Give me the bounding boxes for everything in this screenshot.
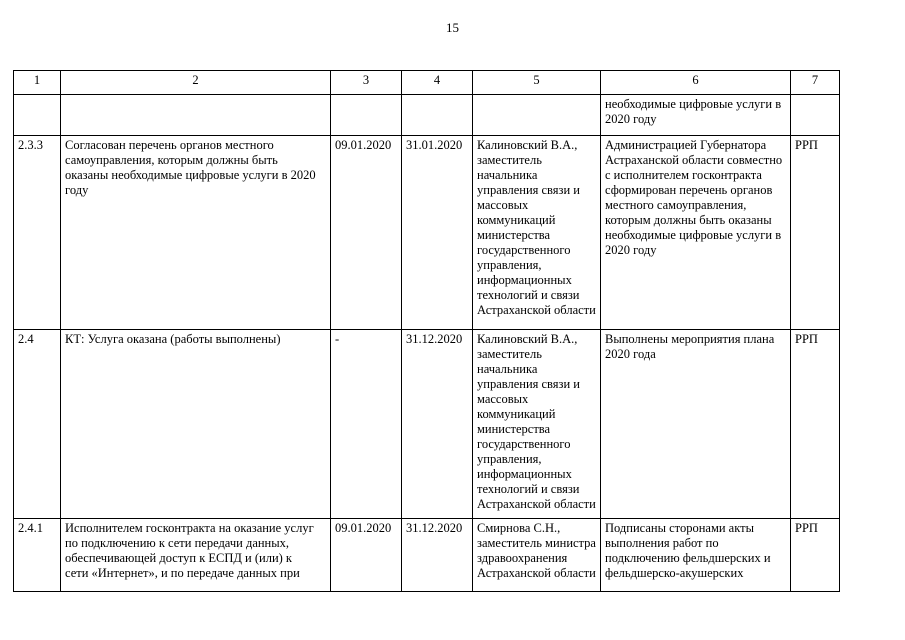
cell-task: Исполнителем госконтракта на оказание услуг по подключению к сети передачи данных, обеспечивающей доступ к ЕСПД и (или) к сети «Интернет», и по передаче данных при [61,519,331,592]
cell-doc: РРП [791,136,840,330]
cell-doc: РРП [791,519,840,592]
cell-task: Согласован перечень органов местного самоуправления, которым должны быть оказаны необходимые цифровые услуги в 2020 году [61,136,331,330]
cell-start-date: 09.01.2020 [331,519,402,592]
cell-end-date: 31.12.2020 [402,519,473,592]
cell-result: Выполнены мероприятия плана 2020 года [601,330,791,519]
cell-start-date: 09.01.2020 [331,136,402,330]
cell-responsible [473,95,601,136]
table-row [14,136,840,330]
cell-doc: РРП [791,330,840,519]
cell-end-date: 31.01.2020 [402,136,473,330]
cell-result: необходимые цифровые услуги в 2020 году [601,95,791,136]
cell-num [14,95,61,136]
cell-num: 2.4 [14,330,61,519]
header-col-5: 5 [473,71,601,95]
header-col-4: 4 [402,71,473,95]
cell-task [61,95,331,136]
cell-result: Подписаны сторонами акты выполнения работ по подключению фельдшерских и фельдшерско-акушерских [601,519,791,592]
plan-table [13,70,840,592]
page-number: 15 [446,20,459,35]
cell-start-date: - [331,330,402,519]
table-row [14,330,840,519]
header-col-2: 2 [61,71,331,95]
header-col-7: 7 [791,71,840,95]
cell-num: 2.3.3 [14,136,61,330]
cell-task: КТ: Услуга оказана (работы выполнены) [61,330,331,519]
header-col-6: 6 [601,71,791,95]
cell-responsible: Калиновский В.А., заместитель начальника управления связи и массовых коммуникаций министерства государственного управления, информационных технологий и связи Астраханской области [473,136,601,330]
cell-result: Администрацией Губернатора Астраханской области совместно с исполнителем госконтракта сформирован перечень органов местного самоуправления, которым должны быть оказаны необходимые цифровые услуги в 2020 году [601,136,791,330]
cell-responsible: Калиновский В.А., заместитель начальника управления связи и массовых коммуникаций министерства государственного управления, информационных технологий и связи Астраханской области [473,330,601,519]
table-row [14,95,840,136]
header-col-1: 1 [14,71,61,95]
cell-end-date [402,95,473,136]
header-col-3: 3 [331,71,402,95]
header-row [14,71,840,95]
cell-num: 2.4.1 [14,519,61,592]
cell-start-date [331,95,402,136]
cell-responsible: Смирнова С.Н., заместитель министра здравоохранения Астраханской области [473,519,601,592]
cell-doc [791,95,840,136]
cell-end-date: 31.12.2020 [402,330,473,519]
table-row [14,519,840,592]
